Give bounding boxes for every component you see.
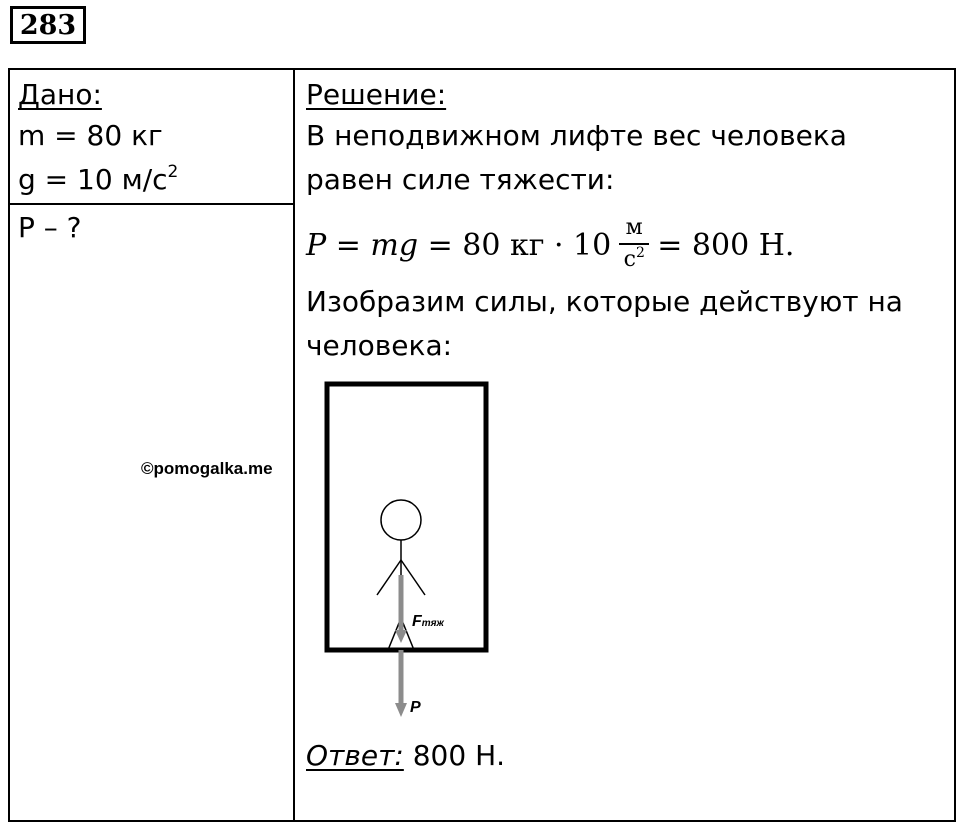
answer-label: Ответ: bbox=[306, 739, 404, 772]
formula-P: P bbox=[306, 227, 327, 263]
solution-line-1: В неподвижном лифте вес человека bbox=[306, 119, 847, 152]
elevator-figure bbox=[300, 370, 500, 725]
weight-force-label: P bbox=[410, 699, 421, 716]
solution-line-4: человека: bbox=[306, 329, 453, 362]
given-g-text: g = 10 м/с bbox=[18, 163, 168, 196]
fraction-denominator: $с^2$ bbox=[623, 245, 645, 272]
given-g-exponent: 2 bbox=[167, 162, 179, 182]
given-mass: m = 80 кг bbox=[18, 119, 163, 152]
given-g bbox=[18, 162, 178, 202]
formula-fraction bbox=[619, 215, 649, 275]
solution-line-3: Изобразим силы, которые действуют на bbox=[306, 285, 903, 318]
column-divider bbox=[293, 68, 295, 822]
answer-value: 800 Н. bbox=[403, 739, 506, 772]
formula-result: = 800 Н. bbox=[657, 227, 795, 263]
weight-formula bbox=[306, 212, 794, 278]
fraction-numerator: м bbox=[625, 215, 643, 240]
answer-line bbox=[306, 738, 505, 774]
solution-line-2: равен силе тяжести: bbox=[306, 163, 615, 196]
watermark: ©pomogalka.me bbox=[141, 459, 273, 478]
formula-eq1: = bbox=[326, 227, 371, 263]
person-head bbox=[381, 500, 421, 540]
solution-heading: Решение: bbox=[306, 78, 447, 111]
given-divider bbox=[8, 203, 295, 205]
person-right-arm bbox=[401, 560, 425, 595]
find-quantity: P – ? bbox=[18, 211, 82, 244]
elevator-cabin bbox=[327, 384, 486, 650]
formula-mg: mg bbox=[370, 227, 419, 263]
problem-number: 283 bbox=[10, 6, 86, 44]
person-left-arm bbox=[377, 560, 401, 595]
gravity-force-label: Fтяж bbox=[412, 613, 444, 630]
weight-force-arrow bbox=[395, 650, 407, 717]
given-heading: Дано: bbox=[18, 78, 102, 111]
gravity-force-arrow bbox=[395, 575, 407, 643]
formula-eq2: = 80 кг · 10 bbox=[418, 227, 612, 263]
